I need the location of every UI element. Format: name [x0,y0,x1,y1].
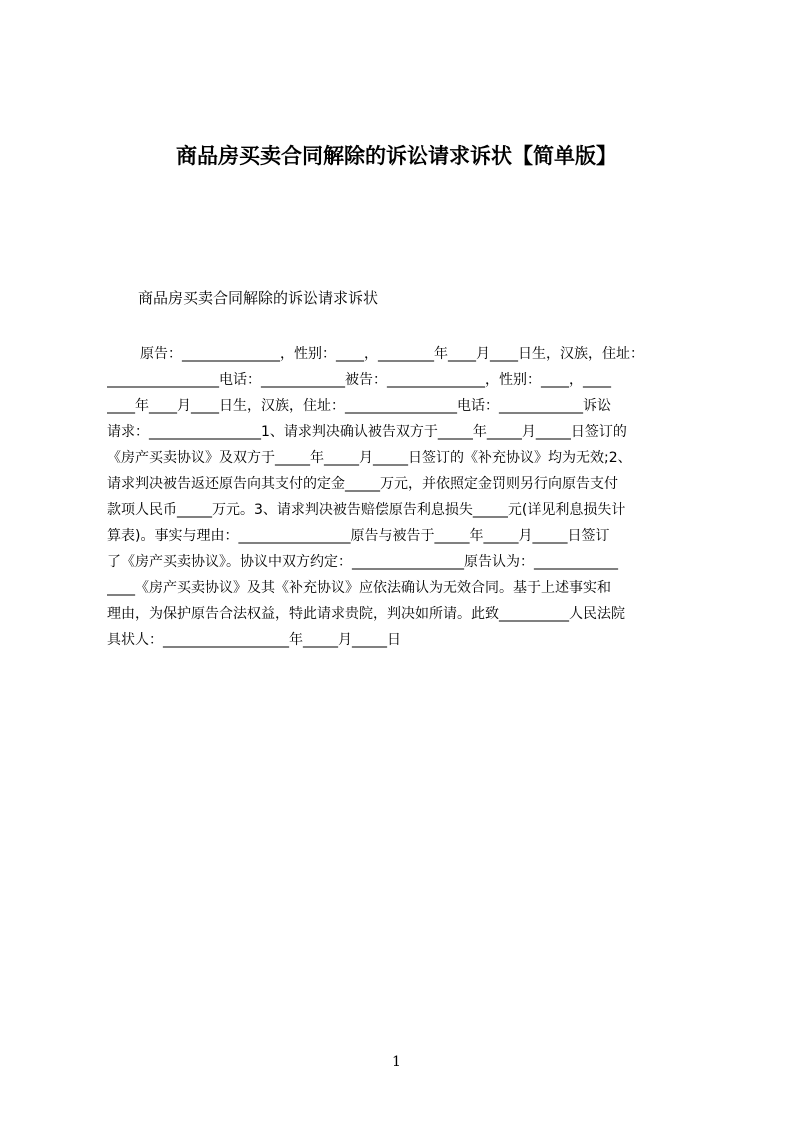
body-line: 理由，为保护原告合法权益，特此请求贵院，判决如所请。此致__________人民法院 [107,606,625,622]
body-line: 原告：______________，性别：____，________年____月____日生，汉族，住址： [140,346,644,362]
body-line: 《房产买卖协议》及双方于_____年_____月_____日签订的《补充协议》均为无效;2、 [107,450,632,466]
body-line: 请求判决被告返还原告向其支付的定金_____万元，并依照定金罚则另行向原告支付 [107,476,618,492]
body-line: ____年____月____日生，汉族，住址：________________电话：____________诉讼 [107,398,611,414]
body-line: 具状人：__________________年_____月_____日 [107,632,401,648]
body-line: ____《房产买卖协议》及其《补充协议》应依法确认为无效合同。基于上述事实和 [107,580,611,596]
page-number: 1 [392,1054,401,1070]
body-line: 款项人民币_____万元。3、请求判决被告赔偿原告利息损失_____元(详见利息损失计 [107,502,626,518]
body-line: ________________电话：____________被告：______________，性别：____，____ [107,372,611,388]
body-line: 算表)。事实与理由：________________原告与被告于_____年_____月_____日签订 [107,528,610,544]
body-line: 了《房产买卖协议》。协议中双方约定：________________原告认为：____________ [107,554,618,570]
body-line: 请求：________________1、请求判决确认被告双方于_____年_____月_____日签订的 [107,424,627,440]
document-subtitle: 商品房买卖合同解除的诉讼请求诉状 [138,289,379,307]
document-title: 商品房买卖合同解除的诉讼请求诉状【简单版】 [176,144,617,168]
